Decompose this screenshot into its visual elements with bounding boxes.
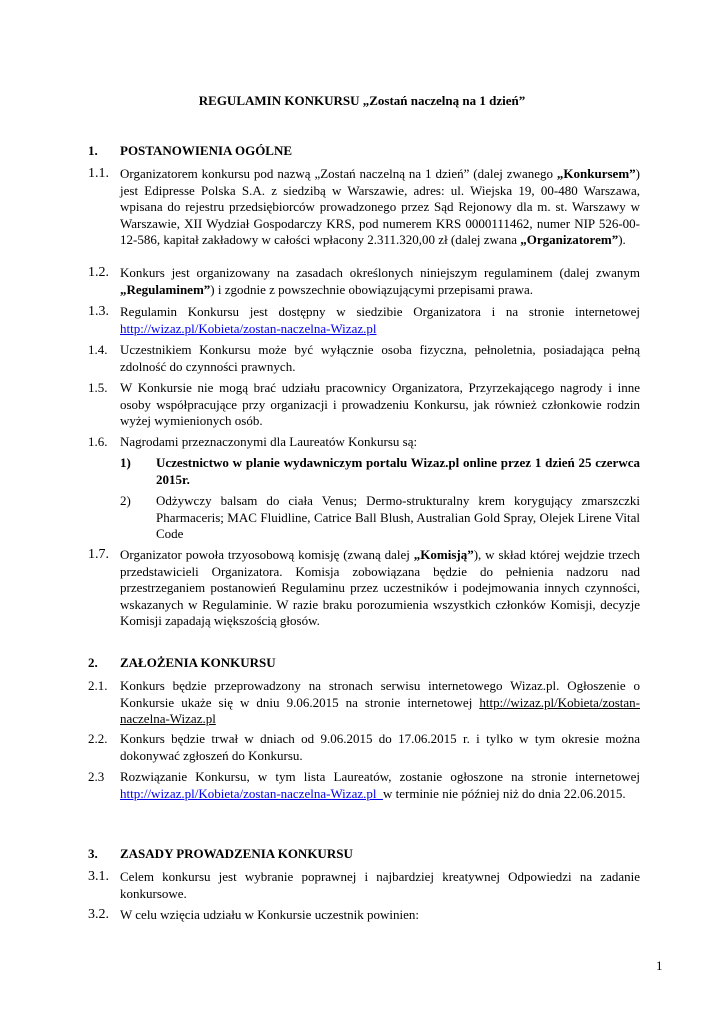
page-number: 1 [656, 958, 663, 973]
defined-term: „Organizatorem” [520, 232, 619, 247]
paragraph-text: W Konkursie nie mogą brać udziału pracownicy Organizatora, Przyrzekającego nagrody i inne osoby współpracujące przy organizacji i prowadzeniu Konkursu, jak również członkowie rodzin wyżej wymienionych osób. [120, 380, 640, 428]
paragraph-text: W celu wzięcia udziału w Konkursie uczestnik powinien: [120, 907, 420, 922]
paragraph-2-1 [88, 678, 640, 728]
defined-term: „Komisją” [413, 547, 474, 562]
paragraph-text: ). [618, 232, 626, 247]
paragraph-number: 1.7. [88, 547, 109, 562]
paragraph-number: 3.2. [88, 907, 109, 922]
defined-term: „Regulaminem” [120, 281, 211, 297]
paragraph-text: Uczestnikiem Konkursu może być wyłącznie osoba fizyczna, pełnoletnia, posiadająca pełną zdolność do czynności prawnych. [120, 342, 640, 374]
paragraph-text: ) i zgodnie z powszechnie obowiązującymi przepisami prawa. [210, 281, 533, 297]
paragraph-text: Nagrodami przeznaczonymi dla Laureatów Konkursu są: [120, 434, 418, 449]
paragraph-number: 3.1. [88, 869, 109, 884]
paragraph-text: Rozwiązanie Konkursu, w tym lista Laureatów, zostanie ogłoszone na stronie internetowej [120, 769, 640, 784]
section-number: 2. [88, 655, 98, 670]
paragraph-1-3 [88, 304, 640, 337]
paragraph-number: 2.2. [88, 731, 108, 746]
section-number: 3. [88, 846, 98, 861]
paragraph-number: 1.1. [88, 166, 109, 181]
paragraph-1-6 [88, 434, 640, 451]
paragraph-1-5 [88, 380, 640, 430]
paragraph-number: 1.5. [88, 380, 108, 395]
paragraph-1-4 [88, 342, 640, 375]
section-title: POSTANOWIENIA OGÓLNE [120, 143, 293, 158]
prize-item-1 [120, 455, 640, 488]
paragraph-text: w terminie nie później niż do dnia 22.06.2015. [382, 785, 626, 801]
paragraph-text: Konkurs jest organizowany na zasadach określonych niniejszym regulaminem (dalej zwanym [120, 265, 640, 280]
paragraph-text: Organizator powoła trzyosobową komisję (zwaną dalej [120, 547, 414, 562]
regulations-link[interactable]: http://wizaz.pl/Kobieta/zostan-naczelna-Wizaz.pl [120, 320, 377, 336]
paragraph-number: 2.1. [88, 678, 108, 693]
section-title: ZAŁOŻENIA KONKURSU [120, 655, 276, 670]
prize-text: Uczestnictwo w planie wydawniczym portalu Wizaz.pl online przez 1 dzień 25 czerwca 2015r. [156, 455, 640, 487]
document-title: REGULAMIN KONKURSU „Zostań naczelną na 1 dzień” [198, 93, 526, 108]
paragraph-text: Konkurs będzie przeprowadzony na stronach serwisu internetowego Wizaz.pl. Ogłoszenie o Konkursie ukaże się w dniu 9.06.2015 na stronie internetowej [120, 678, 640, 710]
prize-item-2 [120, 493, 640, 543]
paragraph-3-2 [88, 907, 640, 924]
section-1-heading [88, 143, 292, 159]
section-title: ZASADY PROWADZENIA KONKURSU [120, 846, 353, 861]
paragraph-1-7 [88, 547, 640, 630]
prize-number: 1) [120, 455, 131, 470]
section-3-heading [88, 846, 353, 862]
paragraph-text: Konkurs będzie trwał w dniach od 9.06.2015 do 17.06.2015 r. i tylko w tym okresie można dokonywać zgłoszeń do Konkursu. [120, 731, 640, 763]
prize-text: Odżywczy balsam do ciała Venus; Dermo-strukturalny krem korygujący zmarszczki Pharmaceris; MAC Fluidline, Catrice Ball Blush, Australian Gold Spray, Olejek Lirene Vital Code [156, 493, 640, 541]
results-link[interactable]: http://wizaz.pl/Kobieta/zostan-naczelna-Wizaz.pl [120, 785, 383, 801]
paragraph-2-2 [88, 731, 640, 764]
defined-term: „Konkursem” [556, 166, 636, 181]
paragraph-text: ), w skład której wejdzie trzech przedstawicieli Organizatora. Komisja zobowiązana będzie do pełnienia nadzoru nad przestrzeganiem postanowień Regulaminu przez uczestników i podejmowania innych czynności, wskazanych w Regulaminie. W razie braku porozumienia wszystkich członków Komisji, decyzje Komisji zapadają większością głosów. [120, 547, 641, 628]
section-2-heading [88, 655, 276, 671]
contest-link[interactable]: http://wizaz.pl/Kobieta/zostan-naczelna-Wizaz.pl [120, 694, 640, 726]
paragraph-text: Organizatorem konkursu pod nazwą „Zostań naczelną na 1 dzień” (dalej zwanego [120, 166, 557, 181]
paragraph-2-3 [88, 769, 640, 802]
paragraph-text: ) jest Edipresse Polska S.A. z siedzibą w Warszawie, adres: ul. Wiejska 19, 00-480 Warszawa, wpisana do rejestru przedsiębiorców prowadzonego przez Sąd Rejonowy dla m. st. Warszawy w Warszawie, XII Wydział Gospodarczy KRS, pod numerem KRS 0000111462, numer NIP 526-00-12-586, kapitał zakładowy w całości wpłacony 2.311.320,00 zł (dalej zwana [120, 166, 640, 247]
paragraph-1-2 [88, 265, 640, 298]
paragraph-number: 1.3. [88, 304, 109, 319]
prize-number: 2) [120, 493, 131, 508]
paragraph-text: Celem konkursu jest wybranie poprawnej i najbardziej kreatywnej Odpowiedzi na zadanie konkursowe. [120, 869, 640, 901]
paragraph-1-1 [88, 166, 640, 249]
paragraph-3-1 [88, 869, 640, 902]
paragraph-number: 2.3 [88, 769, 105, 784]
paragraph-number: 1.4. [88, 342, 108, 357]
paragraph-number: 1.2. [88, 265, 109, 280]
paragraph-number: 1.6. [88, 434, 108, 449]
paragraph-text: Regulamin Konkursu jest dostępny w siedzibie Organizatora i na stronie internetowej [120, 304, 640, 319]
section-number: 1. [88, 143, 98, 158]
